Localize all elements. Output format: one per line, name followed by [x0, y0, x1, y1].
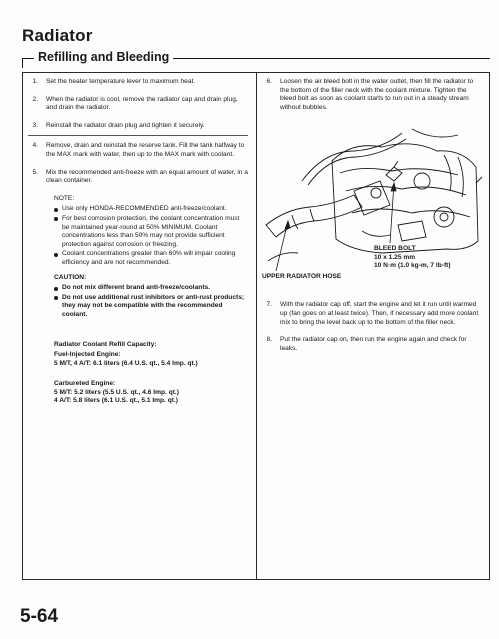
- step-number: 7.: [266, 301, 272, 309]
- note-heading: NOTE:: [54, 194, 75, 202]
- step-text: Reinstall the radiator drain plug and tighten it securely.: [46, 121, 205, 129]
- note-block: [54, 195, 248, 268]
- caution-block: [54, 274, 248, 320]
- note-item: Use only HONDA-RECOMMENDED anti-freeze/coolant.: [54, 205, 248, 214]
- step-number: 6.: [266, 78, 272, 85]
- note-item: Coolant concentrations greater than 60% will impair cooling efficiency and are not recommended.: [54, 250, 248, 267]
- step-text: Loosen the air bleed bolt in the water outlet, then fill the radiator to the bottom of the filler neck with the coolant mixture. Tighten the bleed bolt as soon as coolant starts to run out in a steady stream without bubbles.: [280, 78, 474, 111]
- bleed-bolt-callout: [374, 245, 451, 270]
- capacity-heading: Radiator Coolant Refill Capacity:: [54, 341, 157, 349]
- note-item: For best corrosion protection, the coolant concentration must be maintained year-round at 50% MINIMUM. Coolant concentrations less than 50% may not provide sufficient protection against corrosion or freezing.: [54, 215, 248, 249]
- step-7: [262, 301, 484, 327]
- step-4: [28, 142, 248, 159]
- bleed-bolt-size: 10 x 1.25 mm: [374, 253, 416, 261]
- fuel-injected-label: Fuel-Injected Engine:: [54, 351, 121, 359]
- step-number: 2.: [32, 95, 38, 103]
- right-column: [262, 78, 484, 362]
- step-number: 3.: [32, 121, 38, 129]
- capacity-block: [54, 341, 248, 406]
- bleed-bolt-label: BLEED BOLT: [374, 245, 416, 253]
- step-text: Mix the recommended anti-freeze with an equal amount of water, in a clean container.: [46, 168, 248, 185]
- left-column: [28, 78, 248, 406]
- caution-heading: CAUTION:: [54, 273, 87, 281]
- step-6: [262, 78, 484, 112]
- engine-illustration: [262, 121, 484, 281]
- upper-radiator-hose-callout: UPPER RADIATOR HOSE: [262, 273, 342, 281]
- step-3: [28, 122, 248, 131]
- page-title: Radiator: [22, 26, 93, 45]
- caution-item: Do not mix different brand anti-freeze/coolants.: [54, 284, 248, 293]
- step-number: 8.: [266, 336, 272, 344]
- carbureted-value-at: 4 A/T: 5.8 liters (6.1 U.S. qt., 5.1 Imp. qt.): [54, 397, 178, 405]
- step-text: Set the heater temperature lever to maximum heat.: [46, 78, 196, 85]
- step-text: Put the radiator cap on, then run the engine again and check for leaks.: [280, 336, 467, 352]
- caution-item: Do not use additional rust inhibitors or anti-rust products; they may not be compatible with the recommended coolant.: [54, 294, 248, 320]
- step-number: 5.: [32, 168, 38, 176]
- section-rule-tick: [22, 58, 23, 68]
- step-number: 4.: [32, 142, 38, 150]
- note-list: [54, 205, 248, 267]
- step-text: When the radiator is cool, remove the radiator cap and drain plug, and drain the radiator.: [46, 95, 238, 112]
- step-text: With the radiator cap off, start the engine and let it run until warmed up (fan goes on at least twice). Then, if necessary add more coolant mix to bring the level back up to the bottom of the filler neck.: [280, 301, 479, 326]
- step-text: Remove, drain and reinstall the reserve tank. Fill the tank halfway to the MAX mark with water, then up to the MAX mark with coolant.: [46, 142, 245, 158]
- fuel-injected-value: 5 M/T, 4 A/T: 6.1 liters (6.4 U.S. qt., 5.4 Imp. qt.): [54, 359, 198, 367]
- step-1: [28, 78, 248, 87]
- carbureted-value-mt: 5 M/T: 5.2 liters (5.5 U.S. qt., 4.6 Imp. qt.): [54, 388, 179, 396]
- step-5: [28, 169, 248, 186]
- step-2: [28, 96, 248, 113]
- step-8: [262, 336, 484, 353]
- page-number: 5-64: [20, 606, 59, 627]
- section-title: Refilling and Bleeding: [34, 50, 173, 64]
- carbureted-label: Carbureted Engine:: [54, 380, 116, 388]
- engine-drawing: [262, 121, 484, 271]
- caution-list: [54, 284, 248, 319]
- bleed-bolt-torque: 10 N·m (1.0 kg-m, 7 lb-ft): [374, 262, 451, 270]
- right-steps: [262, 301, 484, 353]
- column-divider: [256, 72, 257, 580]
- step-separator: [28, 135, 248, 136]
- step-number: 1.: [32, 78, 38, 85]
